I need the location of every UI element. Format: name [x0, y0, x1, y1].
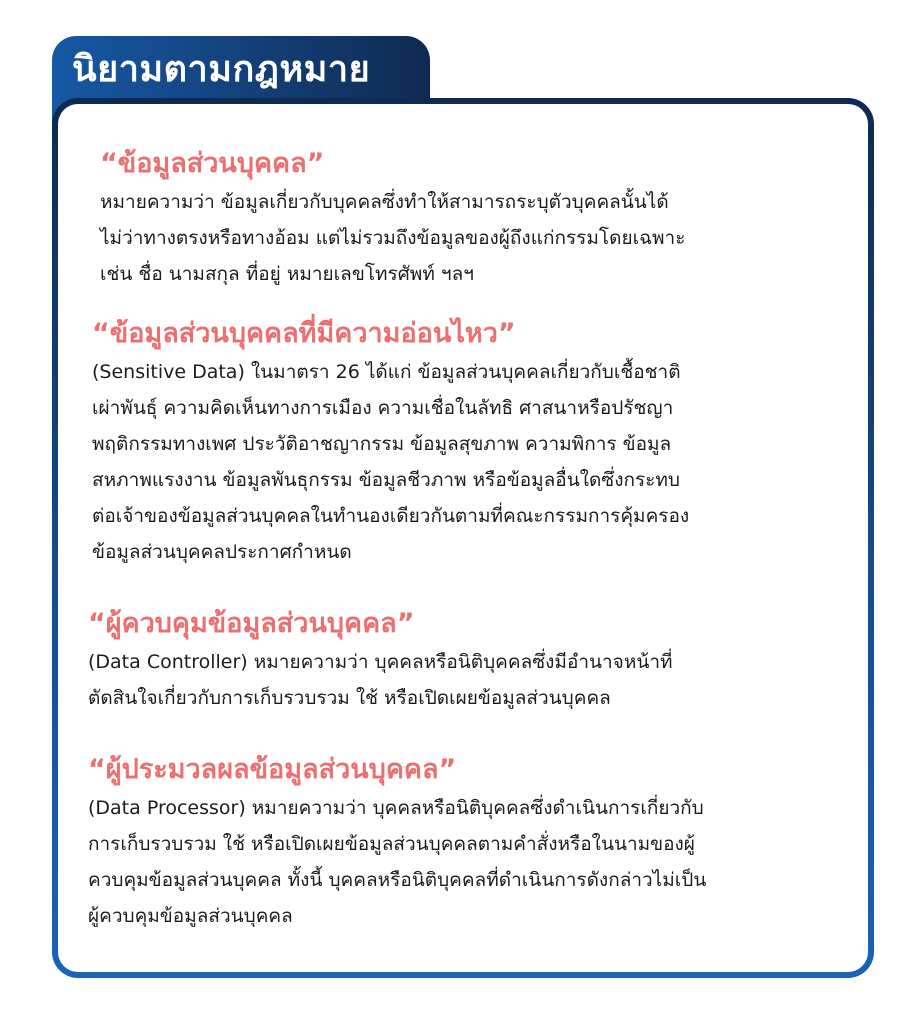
definitions-card — [52, 98, 874, 978]
definition-line: (Sensitive Data) ในมาตรา 26 ได้แก่ ข้อมูลส่วนบุคคลเกี่ยวกับเชื้อชาติ — [92, 361, 681, 383]
definition-line: ควบคุมข้อมูลส่วนบุคคล ทั้งนี้ บุคคลหรือนิติบุคคลที่ดำเนินการดังกล่าวไม่เป็น — [88, 869, 707, 891]
definition-line: การเก็บรวบรวม ใช้ หรือเปิดเผยข้อมูลส่วนบุคคลตามคำสั่งหรือในนามของผู้ — [88, 833, 695, 855]
definition-line: ไม่ว่าทางตรงหรือทางอ้อม แต่ไม่รวมถึงข้อมูลของผู้ถึงแก่กรรมโดยเฉพาะ — [100, 227, 686, 249]
definition-line: พฤติกรรมทางเพศ ประวัติอาชญากรรม ข้อมูลสุขภาพ ความพิการ ข้อมูล — [92, 433, 672, 455]
term-heading: “ข้อมูลส่วนบุคคลที่มีความอ่อนไหว” — [92, 318, 516, 349]
definition-line: หมายความว่า ข้อมูลเกี่ยวกับบุคคลซึ่งทำให้สามารถระบุตัวบุคคลนั้นได้ — [100, 191, 669, 213]
definition-line: สหภาพแรงงาน ข้อมูลพันธุกรรม ข้อมูลชีวภาพ หรือข้อมูลอื่นใดซึ่งกระทบ — [92, 469, 680, 491]
term-definition — [88, 644, 880, 716]
definition-line: (Data Controller) หมายความว่า บุคคลหรือนิติบุคคลซึ่งมีอำนาจหน้าที่ — [88, 651, 673, 673]
definition-data-controller — [58, 604, 880, 716]
definition-line: เผ่าพันธุ์ ความคิดเห็นทางการเมือง ความเชื่อในลัทธิ ศาสนาหรือปรัชญา — [92, 397, 674, 419]
term-definition — [88, 790, 880, 934]
term-definition — [92, 354, 880, 570]
definition-line: เช่น ชื่อ นามสกุล ที่อยู่ หมายเลขโทรศัพท์ ฯลฯ — [100, 263, 474, 285]
term-heading: “ผู้ควบคุมข้อมูลส่วนบุคคล” — [88, 608, 415, 639]
definition-line: ต่อเจ้าของข้อมูลส่วนบุคคลในทำนองเดียวกันตามที่คณะกรรมการคุ้มครอง — [92, 505, 690, 527]
definition-sensitive-data — [58, 314, 880, 570]
page-title: นิยามตามกฎหมาย — [72, 49, 371, 90]
definition-personal-data — [58, 144, 880, 292]
term-heading: “ข้อมูลส่วนบุคคล” — [100, 148, 325, 179]
definition-line: (Data Processor) หมายความว่า บุคคลหรือนิติบุคคลซึ่งดำเนินการเกี่ยวกับ — [88, 797, 704, 819]
definition-line: ผู้ควบคุมข้อมูลส่วนบุคคล — [88, 905, 293, 927]
term-definition — [100, 184, 880, 292]
definition-line: ตัดสินใจเกี่ยวกับการเก็บรวบรวม ใช้ หรือเปิดเผยข้อมูลส่วนบุคคล — [88, 687, 611, 709]
term-heading: “ผู้ประมวลผลข้อมูลส่วนบุคคล” — [88, 754, 457, 785]
definition-line: ข้อมูลส่วนบุคคลประกาศกำหนด — [92, 541, 352, 563]
definition-data-processor — [58, 750, 880, 934]
